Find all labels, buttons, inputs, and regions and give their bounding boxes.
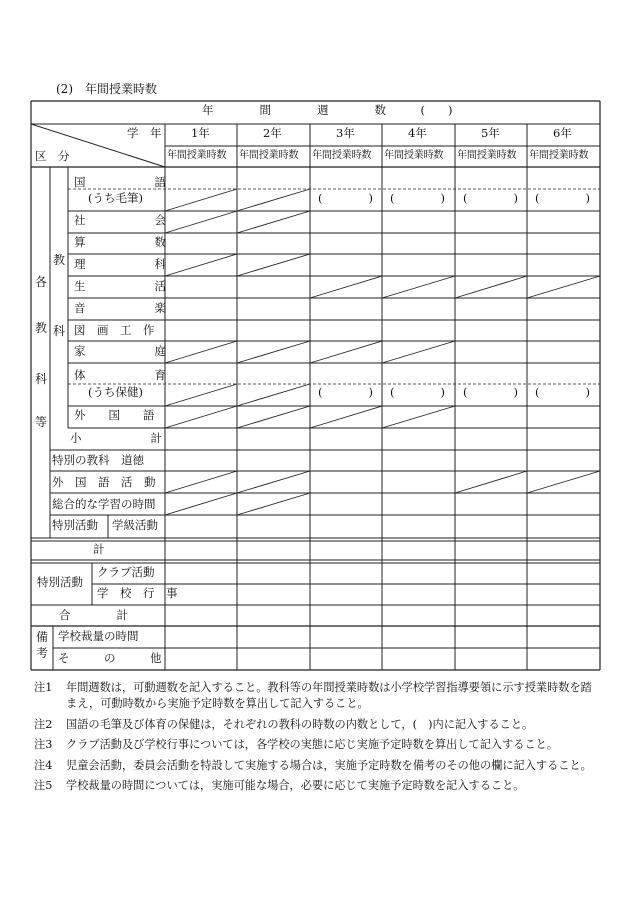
- na-cell-diagonal: [237, 211, 310, 233]
- group-bikou-char: 考: [36, 646, 49, 660]
- row-taiiku: 体 育: [74, 368, 166, 382]
- na-cell-diagonal: [237, 406, 310, 428]
- annual-hours-header-2: 年間授業時数: [239, 150, 299, 161]
- row-rika: 理 科: [74, 257, 166, 271]
- paren-cell-hoken-5: ( ): [463, 385, 518, 399]
- paren-cell-hoken-3: ( ): [318, 385, 373, 399]
- row-katei: 家 庭: [74, 344, 166, 358]
- group-bikou-char: 備: [36, 630, 49, 644]
- row-gaikokugo-katsudou: 外 国 語 活 動: [52, 475, 156, 489]
- grade-header-1: 1年: [191, 126, 210, 140]
- paren-cell-mouhitsu-4: ( ): [390, 191, 445, 205]
- row-hoken: (うち保健): [88, 385, 143, 399]
- row-gakkyuu: 学級活動: [112, 518, 158, 532]
- na-cell-diagonal: [237, 189, 310, 211]
- group-tokubetsu-katsudou: 特別活動: [37, 575, 83, 589]
- row-gakkousairyou: 学校裁量の時間: [58, 629, 139, 643]
- na-cell-diagonal: [165, 189, 237, 211]
- note-item: 注2 国語の毛筆及び体育の保健は，それぞれの教科の時数の内数として，( )内に記入すること。: [34, 717, 534, 731]
- note-item: 注1 年間週数は，可動週数を記入すること。教科等の年間授業時数は小学校学習指導要領に示す授業時数を踏まえ，可動時数から実施予定時数を算出して記入すること。: [34, 681, 592, 710]
- group-kakukyouka-char: 等: [35, 415, 48, 429]
- paren-cell-hoken-4: ( ): [390, 385, 445, 399]
- na-cell-diagonal: [237, 341, 310, 363]
- na-cell-diagonal: [165, 254, 237, 276]
- row-mouhitsu: (うち毛筆): [88, 191, 143, 205]
- annual-hours-header-4: 年間授業時数: [384, 150, 444, 161]
- annual-hours-header-1: 年間授業時数: [167, 150, 227, 161]
- annual-hours-header-5: 年間授業時数: [457, 150, 517, 161]
- row-club: クラブ活動: [97, 565, 155, 579]
- row-zugakousaku: 図 画 工 作: [74, 323, 155, 337]
- na-cell-diagonal: [165, 406, 237, 428]
- na-cell-diagonal: [165, 384, 237, 406]
- group-kakukyouka-char: 科: [35, 372, 48, 386]
- na-cell-diagonal: [382, 406, 455, 428]
- na-cell-diagonal: [382, 341, 455, 363]
- na-cell-diagonal: [237, 254, 310, 276]
- annual-weeks-header: 年 間 週 数 ( ): [202, 103, 453, 117]
- paren-cell-hoken-6: ( ): [535, 385, 590, 399]
- grade-header-3: 3年: [336, 126, 355, 140]
- grade-label: 学 年: [127, 126, 162, 140]
- group-kyouka-char: 教: [53, 253, 66, 267]
- row-seikatsu: 生 活: [74, 279, 166, 293]
- row-sonota: そ の 他: [58, 651, 162, 665]
- na-cell-diagonal: [382, 276, 455, 298]
- paren-cell-mouhitsu-6: ( ): [535, 191, 590, 205]
- annual-hours-header-3: 年間授業時数: [312, 150, 372, 161]
- paren-cell-mouhitsu-3: ( ): [318, 191, 373, 205]
- na-cell-diagonal: [455, 471, 527, 493]
- annual-hours-header-6: 年間授業時数: [529, 150, 589, 161]
- row-kokugo: 国 語: [74, 175, 166, 189]
- na-cell-diagonal: [237, 384, 310, 406]
- group-kakukyouka-char: 各: [35, 275, 48, 289]
- na-cell-diagonal: [310, 406, 382, 428]
- notes: [34, 680, 600, 799]
- note-item: 注3 クラブ活動及び学校行事については，各学校の実態に応じ実施予定時数を算出して記入すること。: [34, 738, 559, 751]
- row-goukei: 合 計: [59, 608, 128, 622]
- na-cell-diagonal: [165, 211, 237, 233]
- row-kei: 計: [93, 542, 105, 556]
- row-gaikokugo: 外 国 語: [74, 408, 155, 422]
- grade-header-6: 6年: [553, 126, 572, 140]
- note-item: 注5 学校裁量の時間については，実施可能な場合，必要に応じて実施予定時数を記入すること。: [34, 779, 525, 792]
- na-cell-diagonal: [455, 276, 527, 298]
- row-doutoku: 特別の教科 道徳: [52, 453, 144, 467]
- row-shoukei: 小 計: [70, 431, 162, 445]
- note-item: 注4 児童会活動，委員会活動を特設して実施する場合は，実施予定時数を備考のその他の欄に記入すること。: [34, 758, 592, 772]
- row-shakai: 社 会: [74, 213, 166, 227]
- row-sougou: 総合的な学習の時間: [52, 497, 156, 511]
- category-label: 区 分: [35, 149, 70, 163]
- section-title: (2) 年間授業時数: [56, 82, 157, 96]
- row-gakkougyouji: 学 校 行 事: [97, 586, 178, 600]
- na-cell-diagonal: [165, 341, 237, 363]
- na-cell-diagonal: [237, 471, 310, 493]
- row-ongaku: 音 楽: [74, 301, 166, 315]
- na-cell-diagonal: [527, 471, 600, 493]
- na-cell-diagonal: [310, 276, 382, 298]
- grade-header-2: 2年: [263, 126, 282, 140]
- grade-header-5: 5年: [481, 126, 500, 140]
- na-cell-diagonal: [237, 493, 310, 515]
- na-cell-diagonal: [165, 471, 237, 493]
- na-cell-diagonal: [165, 493, 237, 515]
- group-kyouka-char: 科: [53, 324, 66, 338]
- group-kakukyouka-char: 教: [35, 321, 48, 335]
- paren-cell-mouhitsu-5: ( ): [463, 191, 518, 205]
- row-tokkatsu: 特別活動: [52, 518, 98, 532]
- na-cell-diagonal: [527, 276, 600, 298]
- na-cell-diagonal: [310, 341, 382, 363]
- grade-header-4: 4年: [408, 126, 427, 140]
- row-sansu: 算 数: [74, 235, 166, 249]
